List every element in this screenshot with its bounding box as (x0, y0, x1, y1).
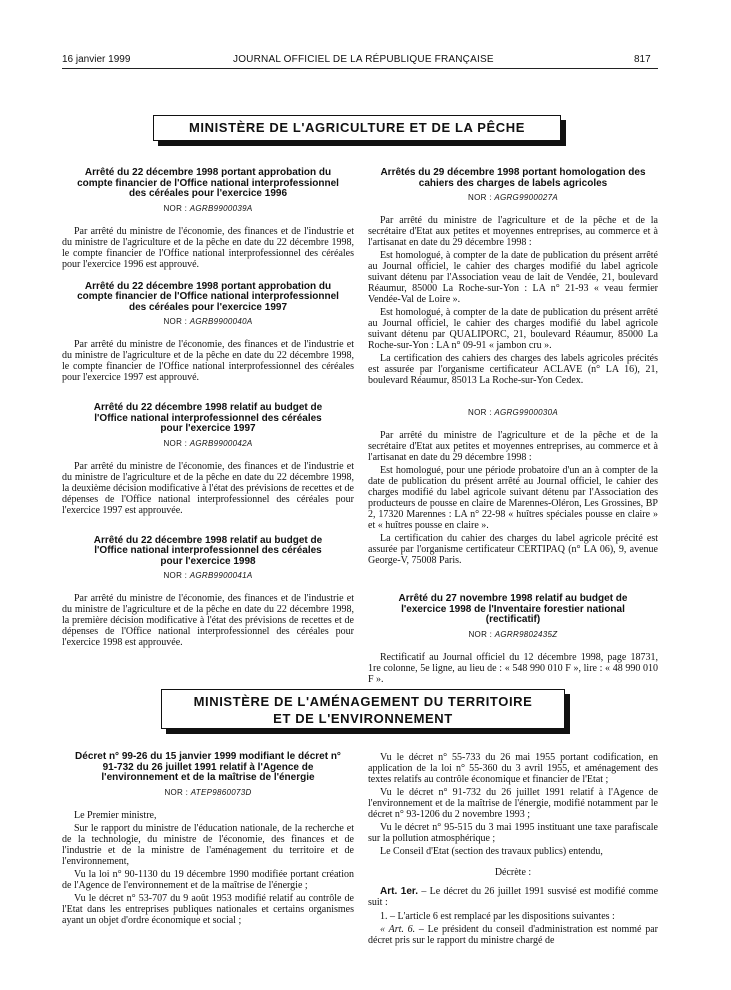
arrete-1 (62, 168, 354, 270)
arrete-title: Arrêté du 22 décembre 1998 relatif au budget de l'Office national interprofessionnel des céréales pour l'exercice 1998 (93, 534, 323, 567)
ministry-title-line2: ET DE L'ENVIRONNEMENT (273, 711, 453, 726)
article-label: « Art. 6. (380, 924, 416, 935)
nor-code: AGRG9900027A (494, 193, 558, 202)
left-column (62, 168, 354, 650)
paragraph: Le Conseil d'Etat (section des travaux publics) entendu, (380, 846, 603, 857)
article-1: Art. 1er. – Le décret du 26 juillet 1991 susvisé est modifié comme suit : (368, 886, 659, 908)
arrete-title: Arrêté du 22 décembre 1998 portant approbation du compte financier de l'Office national interprofessionnel des céréales pour l'exercice 1996 (77, 167, 339, 199)
arrete-body: Par arrêté du ministre de l'économie, des finances et de l'industrie et du ministre de l'agriculture et de la pêche en date du 22 décembre 1998, la première décision modificative à l'état des prévisions de recettes et de dépenses de l'Office national interprofessionnel des céréales pour l'exercice 1998 est approuvée. (62, 593, 354, 648)
arrete-title: Arrêté du 22 décembre 1998 relatif au budget de l'Office national interprofessionnel des céréales pour l'exercice 1997 (93, 402, 323, 434)
header-date: 16 janvier 1999 (62, 54, 131, 65)
nor-line: NOR : AGRR9802435Z (468, 629, 558, 639)
paragraph: Par arrêté du ministre de l'agriculture et de la pêche et de la secrétaire d'Etat aux petites et moyennes entreprises, au commerce et à l'artisanat en date du 29 décembre 1998 : (368, 215, 658, 248)
arrete-title: Arrêté du 27 novembre 1998 relatif au budget de l'exercice 1998 de l'Inventaire forestier national (rectificatif) (398, 593, 628, 625)
ministry-heading-environment (161, 689, 565, 729)
decrete-label: Décrète : (494, 867, 532, 878)
nor-code: AGRB9900040A (189, 317, 253, 326)
header-rule (62, 68, 658, 69)
nor-line: NOR : AGRG9900027A (468, 193, 558, 202)
arrete-body: Par arrêté du ministre de l'économie, des finances et de l'industrie et du ministre de l'agriculture et de la pêche en date du 22 décembre 1998, le compte financier de l'Office national interprofessionnel des céréales pour l'exercice 1996 est approuvé. (62, 225, 354, 270)
nor-code: AGRB9900039A (189, 203, 253, 213)
paragraph: Par arrêté du ministre de l'agriculture et de la pêche et de la secrétaire d'Etat aux petites et moyennes entreprises, au commerce et à l'artisanat en date du 29 décembre 1998 : (368, 430, 658, 463)
arretes-title: Arrêtés du 29 décembre 1998 portant homologation des cahiers des charges de labels agricoles (380, 167, 646, 189)
nor-code: ATEP9860073D (190, 787, 252, 797)
nor-code: AGRR9802435Z (494, 629, 558, 639)
paragraph: Vu le décret n° 91-732 du 26 juillet 1991 relatif à l'Agence de l'environnement et de la maîtrise de l'énergie, modifié notamment par le décret n° 93-1206 du 2 novembre 1993 ; (368, 787, 658, 820)
nor-code: AGRB9900041A (189, 571, 253, 580)
paragraph: 1. – L'article 6 est remplacé par les dispositions suivantes : (380, 911, 615, 922)
header-journal-title: JOURNAL OFFICIEL DE LA RÉPUBLIQUE FRANÇAISE (233, 54, 494, 65)
decret-right-column (368, 752, 658, 948)
ministry-title: MINISTÈRE DE L'AGRICULTURE ET DE LA PÊCHE (188, 120, 526, 135)
nor-code: AGRG9900030A (494, 408, 558, 417)
arrete-body: Par arrêté du ministre de l'économie, des finances et de l'industrie et du ministre de l'agriculture et de la pêche en date du 22 décembre 1998, le compte financier de l'Office national interprofessionnel des céréales pour l'exercice 1997 est approuvé. (62, 339, 354, 383)
paragraph: Vu le décret n° 95-515 du 3 mai 1995 instituant une taxe parafiscale sur la pollution atmosphérique ; (368, 822, 658, 844)
header-page-number: 817 (634, 54, 651, 65)
arrete-body: Par arrêté du ministre de l'économie, des finances et de l'industrie et du ministre de l'agriculture et de la pêche en date du 22 décembre 1998, la deuxième décision modificative à l'état des prévisions de recettes et de dépenses de l'Office national interprofessionnel des céréales pour l'exercice 1997 est approuvée. (62, 460, 354, 516)
paragraph: Sur le rapport du ministre de l'éducation nationale, de la recherche et de la technologie, du ministre de l'économie, des finances et de l'industrie et de la ministre de l'aménagement du territoire et de l'environnement, (62, 822, 354, 867)
right-column (368, 168, 658, 687)
paragraph: Rectificatif au Journal officiel du 12 décembre 1998, page 18731, 1re colonne, 5e ligne, au lieu de : « 548 990 010 F », lire : « 48 990 010 F ». (368, 651, 658, 685)
decret-title: Décret n° 99-26 du 15 janvier 1999 modifiant le décret n° 91-732 du 26 juillet 1991 relatif à l'Agence de l'environnement et de la maîtrise de l'énergie (75, 751, 341, 783)
arrete-title: Arrêté du 22 décembre 1998 portant approbation du compte financier de l'Office national interprofessionnel des céréales pour l'exercice 1997 (77, 280, 339, 313)
ministry-title-line1: MINISTÈRE DE L'AMÉNAGEMENT DU TERRITOIRE (193, 694, 533, 709)
paragraph: La certification des cahiers des charges des labels agricoles précités est assurée par l'organisme certificateur ACLAVE (n° LA 16), 21, boulevard Réaumur, 85013 La Roche-sur-Yon Cedex. (368, 353, 658, 386)
paragraph: La certification du cahier des charges du label agricole précité est assurée par l'organisme certificateur CERTIPAQ (n° LA 06), 9, avenue George-V, 75008 Paris. (368, 533, 658, 566)
arrete-4 (62, 536, 354, 649)
paragraph: Est homologué, à compter de la date de publication du présent arrêté au Journal officiel, le cahier des charges modifié du label agricole suivant détenu par l'Association veau de lait de Vendée, 21, boulevard Réaumur, 85000 La Roche-sur-Yon : LA n° 21-93 « veau fermier Vendée-Val de Loire ». (368, 250, 658, 305)
nor-line: NOR : AGRB9900042A (163, 438, 253, 448)
nor-line: NOR : ATEP9860073D (164, 787, 252, 797)
ministry-heading-agriculture (153, 115, 561, 141)
nor-code: AGRB9900042A (189, 438, 253, 448)
paragraph: Est homologué, à compter de la date de publication du présent arrêté au Journal officiel, le cahier des charges modifié du label agricole suivant détenu par QUALIPORC, 21, boulevard Réaumur, 85000 La Roche-sur-Yon : LA n° 09-91 « jambon cru ». (368, 307, 658, 351)
paragraph: Vu le décret n° 53-707 du 9 août 1953 modifié relatif au contrôle de l'Etat dans les entreprises publiques nationales et certains organismes ayant un objet d'ordre économique et social ; (62, 892, 354, 926)
article-6: « Art. 6. – Le président du conseil d'administration est nommé par décret pris sur le rapport du ministre chargé de (368, 924, 658, 946)
nor-line: NOR : AGRB9900041A (163, 571, 253, 580)
nor-line: NOR : AGRB9900040A (163, 317, 253, 326)
arrete-3 (62, 403, 354, 516)
paragraph: Vu la loi n° 90-1130 du 19 décembre 1990 modifiée portant création de l'Agence de l'environnement et de la maîtrise de l'énergie ; (62, 868, 354, 891)
paragraph: Vu le décret n° 55-733 du 26 mai 1955 portant codification, en application de la loi n° 55-360 du 3 avril 1955, et aménagement des textes relatifs au contrôle économique et financier de l'Etat ; (368, 752, 658, 785)
decret-left-column (62, 752, 354, 928)
arrete-2 (62, 282, 354, 384)
paragraph: Le Premier ministre, (74, 809, 157, 821)
nor-line: NOR : AGRG9900030A (468, 408, 558, 417)
article-label: Art. 1er. (380, 886, 419, 897)
paragraph: Est homologué, pour une période probatoire d'un an à compter de la date de publication du présent arrêté au Journal officiel, le cahier des charges modifié du label agricole suivant détenu par l'Association des producteurs de pousse en claire de Marennes-Oléron, Les Grossines, BP 2, 17320 Marennes : LA n° 22-98 « huîtres spéciales pousse en claire » et « huîtres pousse en claire ». (368, 465, 658, 531)
nor-line: NOR : AGRB9900039A (163, 203, 253, 213)
